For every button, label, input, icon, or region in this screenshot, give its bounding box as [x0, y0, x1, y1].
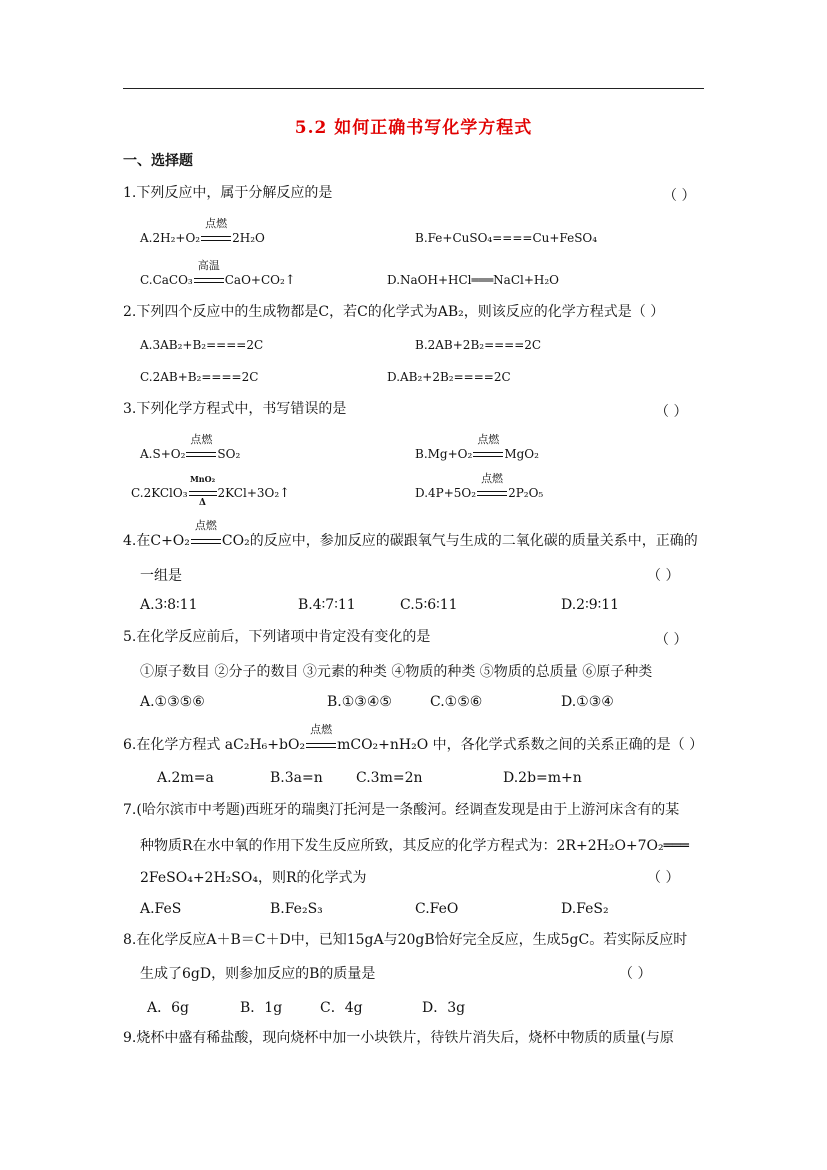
answer-paren: （ ） [647, 568, 680, 584]
q4-option-a: A.3∶8∶11 [140, 597, 198, 613]
question-8-stem-cont: 生成了6gD，则参加反应的B的质量是 [140, 966, 376, 982]
header-rule [123, 88, 704, 89]
answer-paren: （ ） [655, 632, 688, 648]
q8-option-a: A．6g [147, 1000, 189, 1016]
answer-paren: （ ） [655, 404, 688, 420]
gas-arrow-icon: ↑ [284, 273, 296, 288]
q7-option-c: C.FeO [415, 901, 459, 917]
q8-option-b: B．1g [240, 1000, 283, 1016]
q5-option-b: B.①③④⑤ [327, 694, 392, 710]
answer-paren: （ ） [647, 870, 680, 886]
q2-option-c: C.2AB+B₂====2C [140, 370, 259, 384]
q5-option-d: D.①③④ [561, 694, 614, 710]
q4-option-c: C.5∶6∶11 [400, 597, 458, 613]
answer-paren: （ ） [619, 966, 652, 982]
question-5-stem: 5.在化学反应前后，下列诸项中肯定没有变化的是 [123, 629, 431, 645]
q3-option-d: D.4P+5O₂ 点燃 2P₂O₅ [415, 472, 544, 500]
question-2-stem: 2.下列四个反应中的生成物都是C，若C的化学式为AB₂，则该反应的化学方程式是（ ） [123, 304, 665, 320]
question-7-stem: 7.(哈尔滨市中考题)西班牙的瑞奥汀托河是一条酸河。经调查发现是由于上游河床含有的某 [123, 802, 680, 818]
question-9-stem: 9.烧杯中盛有稀盐酸，现向烧杯中加一小块铁片，待铁片消失后，烧杯中物质的质量(与原 [123, 1030, 674, 1046]
question-1-stem: 1.下列反应中，属于分解反应的是 [123, 185, 333, 201]
q3-option-c: C.2KClO₃ MnO₂ Δ 2KCl+3O₂↑ [131, 474, 291, 508]
q8-option-c: C．4g [320, 1000, 363, 1016]
q3-option-b: B.Mg+O₂ 点燃 MgO₂ [415, 433, 539, 461]
q1-option-c: C.CaCO₃ 高温 CaO+CO₂↑ [140, 259, 296, 288]
q1-option-b: B.Fe+CuSO₄====Cu+FeSO₄ [415, 231, 598, 245]
question-6-stem: 6.在化学方程式 aC₂H₆+bO₂ 点燃 mCO₂+nH₂O 中，各化学式系数之间的关系正确的是（ ） [123, 723, 704, 753]
q1-option-d: D.NaOH+HCl═══NaCl+H₂O [387, 273, 560, 287]
question-7-stem-cont2: 2FeSO₄+2H₂SO₄，则R的化学式为 [140, 870, 367, 886]
question-5-items: ①原子数目 ②分子的数目 ③元素的种类 ④物质的种类 ⑤物质的总质量 ⑥原子种类 [140, 664, 653, 680]
q6-option-c: C.3m=2n [356, 770, 423, 786]
question-4-stem: 4.在C+O₂ 点燃 CO₂的反应中，参加反应的碳跟氧气与生成的二氧化碳的质量关系中，正确的 [123, 519, 698, 549]
q2-option-a: A.3AB₂+B₂====2C [140, 338, 264, 352]
question-7-stem-cont: 种物质R在水中氧的作用下发生反应所致，其反应的化学方程式为：2R+2H₂O+7O₂═══ [140, 838, 689, 854]
gas-arrow-icon: ↑ [279, 486, 291, 501]
q4-option-d: D.2∶9∶11 [561, 597, 620, 613]
q3-option-a: A.S+O₂ 点燃 SO₂ [140, 433, 241, 461]
q1-option-a: A.2H₂+O₂ 点燃 2H₂O [140, 217, 265, 245]
question-3-stem: 3.下列化学方程式中，书写错误的是 [123, 401, 347, 417]
q8-option-d: D．3g [422, 1000, 466, 1016]
q6-option-a: A.2m=a [157, 770, 214, 786]
answer-paren: （ ） [663, 188, 696, 204]
question-4-stem-cont: 一组是 [140, 568, 182, 584]
question-8-stem: 8.在化学反应A＋B＝C＋D中，已知15gA与20gB恰好完全反应，生成5gC。若实际反应时 [123, 932, 688, 948]
q6-option-b: B.3a=n [270, 770, 323, 786]
q5-option-a: A.①③⑤⑥ [140, 694, 205, 710]
q4-option-b: B.4∶7∶11 [298, 597, 356, 613]
q7-option-a: A.FeS [140, 901, 182, 917]
q2-option-d: D.AB₂+2B₂====2C [387, 370, 511, 384]
q7-option-b: B.Fe₂S₃ [270, 901, 323, 917]
document-title: 5.2 如何正确书写化学方程式 [294, 118, 533, 138]
q5-option-c: C.①⑤⑥ [430, 694, 483, 710]
q7-option-d: D.FeS₂ [561, 901, 609, 917]
q2-option-b: B.2AB+2B₂====2C [415, 338, 542, 352]
section-heading: 一、选择题 [123, 153, 193, 169]
q6-option-d: D.2b=m+n [503, 770, 582, 786]
